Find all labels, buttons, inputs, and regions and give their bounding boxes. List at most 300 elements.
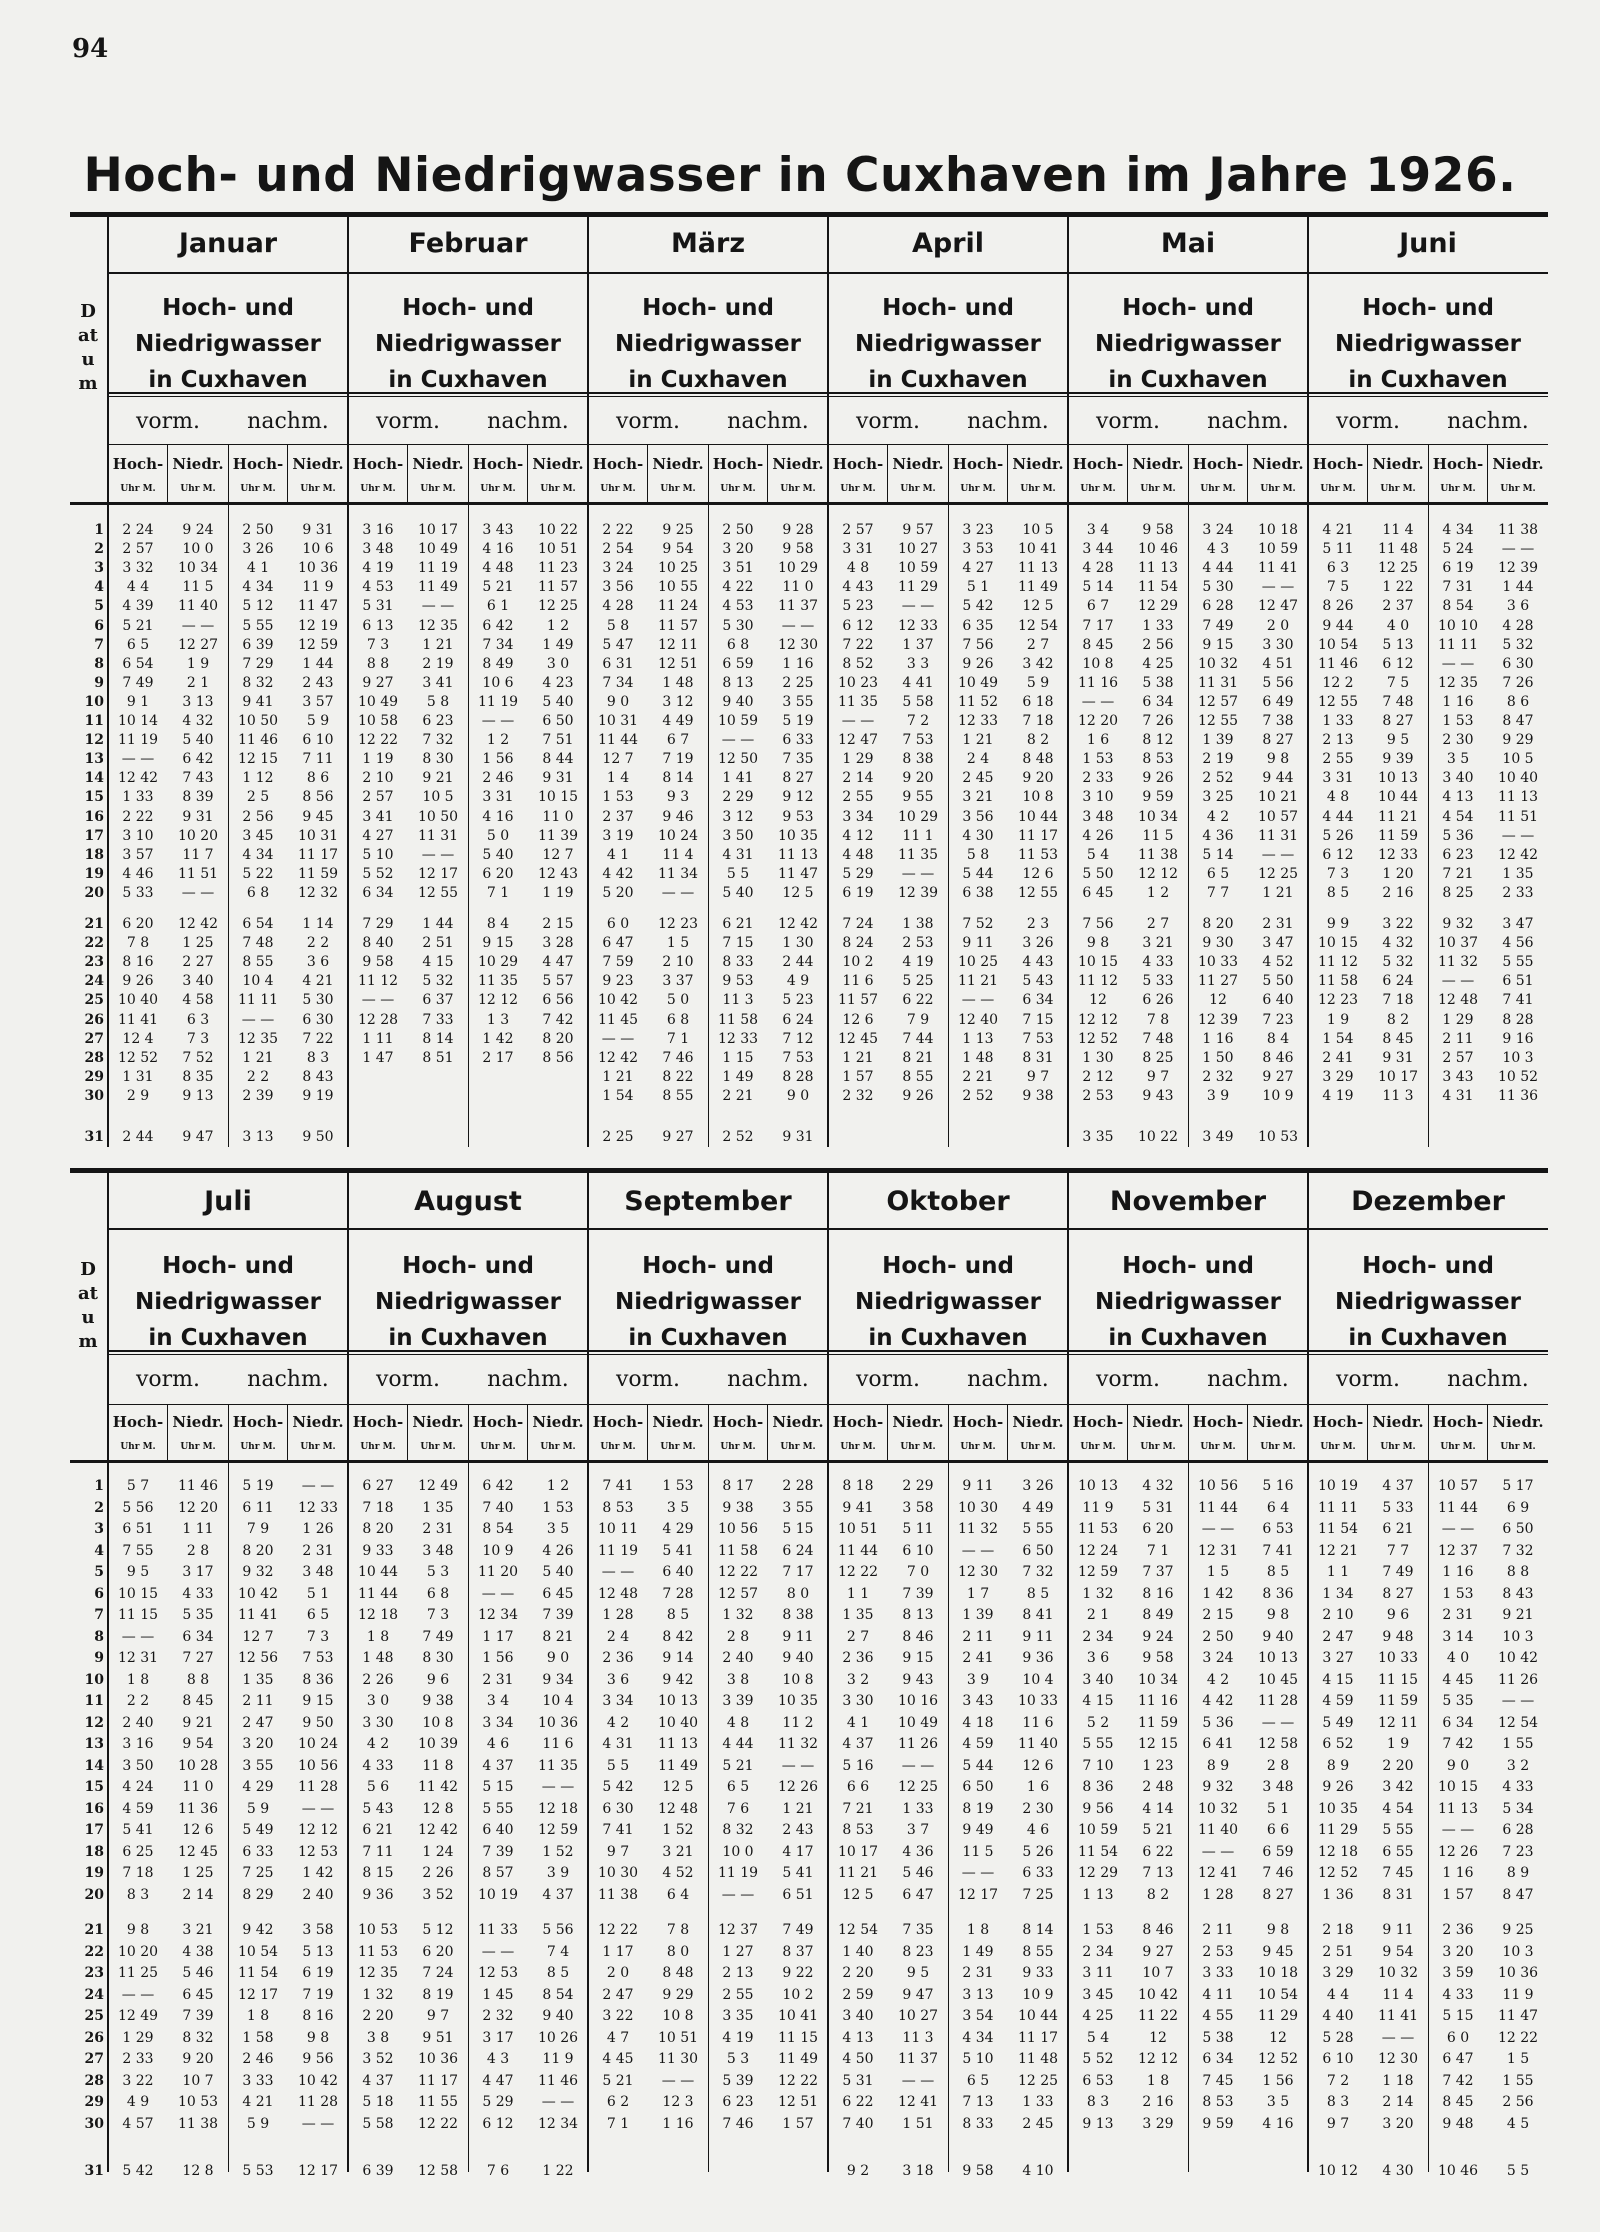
hoch-time-cell: 7 52	[962, 916, 994, 932]
niedr-time-cell: 1 26	[302, 1521, 334, 1537]
niedr-time-cell: 3 55	[782, 1499, 814, 1516]
hoch-column-head: Hoch-	[952, 1413, 1004, 1431]
unit-label: Uhr M.	[1260, 484, 1296, 494]
niedr-time-cell: 11 40	[177, 598, 219, 615]
heading-line: Hoch- und	[162, 1253, 294, 1279]
niedr-time-cell: 11 49	[417, 579, 459, 596]
niedr-column-head: Niedr.	[1492, 455, 1544, 473]
hoch-time-cell: 2 36	[1442, 1922, 1474, 1938]
niedr-column-head: Niedr.	[892, 1413, 944, 1431]
niedr-time-cell: 10 26	[537, 2029, 579, 2046]
niedr-time-cell: 8 8	[1506, 1564, 1530, 1580]
unit-label: Uhr M.	[780, 1442, 816, 1452]
niedr-time-cell: 6 24	[782, 1011, 814, 1028]
hoch-time-cell: 9 41	[842, 1499, 874, 1516]
niedr-time-cell: 2 43	[782, 1822, 814, 1838]
niedr-time-cell: — —	[661, 884, 695, 901]
niedr-time-cell: 3 0	[546, 655, 570, 672]
niedr-time-cell: 1 14	[302, 916, 334, 932]
niedr-time-cell: — —	[301, 1478, 335, 1494]
hoch-time-cell: 2 34	[1082, 1628, 1114, 1645]
niedr-time-cell: 9 7	[1026, 1068, 1050, 1085]
hoch-time-cell: 12 37	[717, 1922, 759, 1938]
nachm-label: nachm.	[727, 1367, 809, 1392]
niedr-time-cell: 2 15	[542, 916, 574, 932]
heading-line: in Cuxhaven	[1108, 1325, 1268, 1351]
hoch-time-cell: 5 26	[1322, 827, 1354, 844]
day-number: 23	[84, 1965, 104, 1981]
niedr-time-cell: 10 36	[1497, 1965, 1539, 1981]
hoch-time-cell: 9 15	[482, 935, 514, 952]
hoch-time-cell: — —	[841, 713, 875, 729]
niedr-time-cell: 6 8	[666, 1011, 690, 1028]
niedr-time-cell: 7 15	[1022, 1011, 1054, 1028]
hoch-time-cell: 7 1	[606, 2115, 630, 2132]
niedr-time-cell: 11 41	[1377, 2008, 1419, 2024]
hoch-time-cell: 7 45	[1202, 2072, 1234, 2089]
niedr-time-cell: 5 1	[1266, 1800, 1290, 1817]
niedr-time-cell: 7 46	[1262, 1865, 1294, 1881]
hoch-time-cell: 5 30	[1202, 579, 1234, 596]
hoch-time-cell: 1 35	[842, 1607, 874, 1623]
hoch-time-cell: 4 13	[1442, 789, 1474, 806]
niedr-time-cell: 12 18	[537, 1800, 579, 1817]
hoch-time-cell: 3 19	[602, 827, 634, 844]
hoch-time-cell: 8 57	[482, 1865, 514, 1881]
hoch-niedrig-heading	[588, 290, 828, 398]
hoch-time-cell: 10 4	[242, 973, 274, 990]
niedr-time-cell: 4 33	[1502, 1779, 1534, 1795]
hoch-time-cell: 5 49	[242, 1822, 274, 1838]
niedr-time-cell: 9 45	[302, 808, 334, 825]
heading-line: in Cuxhaven	[388, 1325, 548, 1351]
unit-label: Uhr M.	[1500, 1442, 1536, 1452]
niedr-time-cell: 9 27	[1262, 1068, 1294, 1085]
niedr-time-cell: 6 45	[182, 1986, 214, 2003]
niedr-column-head: Niedr.	[1252, 1413, 1304, 1431]
niedr-time-cell: — —	[541, 1779, 575, 1795]
niedr-time-cell: 10 8	[1022, 789, 1054, 806]
niedr-time-cell: — —	[901, 598, 935, 615]
niedr-time-cell: 10 8	[662, 2008, 694, 2024]
hoch-time-cell: 12 22	[597, 1922, 639, 1938]
hoch-time-cell: 2 44	[122, 1129, 154, 1145]
sub-column-divider	[1367, 1404, 1368, 1460]
hoch-time-cell: 1 45	[482, 1986, 514, 2003]
niedr-time-cell: 1 2	[1146, 884, 1170, 901]
hoch-niedrig-heading	[1308, 290, 1548, 398]
hoch-time-cell: 4 59	[122, 1800, 154, 1817]
niedr-time-cell: 10 8	[782, 1671, 814, 1688]
niedr-time-cell: 9 47	[182, 1129, 214, 1145]
heading-line: in Cuxhaven	[1348, 1325, 1508, 1351]
hoch-time-cell: 1 19	[362, 751, 394, 768]
unit-label: Uhr M.	[900, 484, 936, 494]
niedr-time-cell: 6 28	[1502, 1822, 1534, 1838]
niedr-time-cell: 10 24	[297, 1736, 339, 1752]
niedr-time-cell: 11 29	[1257, 2008, 1299, 2024]
hoch-time-cell: 9 0	[606, 693, 630, 710]
hoch-time-cell: 7 39	[482, 1843, 514, 1860]
niedr-time-cell: 2 51	[422, 935, 454, 952]
nachm-label: nachm.	[1207, 409, 1289, 434]
hoch-time-cell: 6 45	[1082, 884, 1114, 901]
niedr-time-cell: 6 33	[782, 732, 814, 749]
niedr-time-cell: 12 41	[897, 2094, 939, 2110]
heading-line: Hoch- und	[882, 295, 1014, 321]
hoch-column-head: Hoch-	[592, 1413, 644, 1431]
hoch-time-cell: 12 22	[837, 1564, 879, 1580]
vorm-label: vorm.	[375, 1367, 441, 1392]
niedr-time-cell: 12 12	[1137, 865, 1179, 882]
day-number: 17	[84, 827, 104, 844]
niedr-time-cell: 6 34	[182, 1628, 214, 1645]
hoch-time-cell: 2 50	[242, 522, 274, 538]
sub-column-divider	[767, 444, 768, 502]
day-number: 27	[84, 2051, 104, 2067]
niedr-time-cell: 6 22	[902, 992, 934, 1009]
hoch-time-cell: 10 44	[357, 1564, 399, 1580]
niedr-time-cell: 10 40	[657, 1714, 699, 1731]
hoch-time-cell: 12 22	[717, 1564, 759, 1580]
nachm-label: nachm.	[247, 409, 329, 434]
hoch-time-cell: 7 25	[242, 1865, 274, 1881]
hoch-time-cell: 5 15	[1442, 2008, 1474, 2024]
hoch-time-cell: 10 51	[837, 1521, 879, 1537]
niedr-time-cell: 10 31	[297, 827, 339, 844]
hoch-time-cell: 10 0	[722, 1843, 754, 1860]
niedr-time-cell: 8 5	[1266, 1564, 1290, 1580]
niedr-time-cell: 9 12	[782, 789, 814, 806]
niedr-time-cell: 8 3	[306, 1049, 330, 1066]
niedr-time-cell: 9 5	[1386, 732, 1410, 749]
niedr-time-cell: 9 13	[182, 1087, 214, 1104]
hoch-time-cell: 11 12	[357, 973, 399, 990]
hoch-time-cell: 8 15	[362, 1865, 394, 1881]
hoch-time-cell: 2 40	[122, 1714, 154, 1731]
niedr-time-cell: 4 32	[182, 713, 214, 729]
hoch-time-cell: 7 5	[1326, 579, 1350, 596]
niedr-time-cell: 10 34	[1137, 808, 1179, 825]
hoch-time-cell: 5 36	[1442, 827, 1474, 844]
hoch-time-cell: 11 40	[1197, 1822, 1239, 1838]
niedr-time-cell: 9 24	[1142, 1628, 1174, 1645]
hoch-time-cell: 4 34	[962, 2029, 994, 2046]
niedr-time-cell: 5 55	[1502, 954, 1534, 971]
hoch-time-cell: 7 10	[1082, 1757, 1114, 1774]
hoch-time-cell: 12 34	[477, 1607, 519, 1623]
niedr-time-cell: 8 19	[422, 1986, 454, 2003]
hoch-time-cell: 8 55	[242, 954, 274, 971]
hoch-time-cell: 2 54	[602, 541, 634, 558]
hoch-time-cell: 4 27	[362, 827, 394, 844]
hoch-time-cell: 7 9	[246, 1521, 270, 1537]
niedr-time-cell: 6 8	[426, 1585, 450, 1602]
sub-column-divider	[167, 1404, 168, 1460]
sub-column-divider	[1127, 1404, 1128, 1460]
niedr-time-cell: 10 56	[297, 1757, 339, 1774]
hoch-time-cell: 10 32	[1197, 1800, 1239, 1817]
hoch-time-cell: 3 34	[842, 808, 874, 825]
niedr-time-cell: 8 8	[186, 1671, 210, 1688]
hoch-time-cell: 6 40	[482, 1822, 514, 1838]
hoch-time-cell: 10 46	[1437, 2163, 1479, 2179]
niedr-time-cell: 1 22	[542, 2163, 574, 2179]
day-number: 10	[84, 1671, 104, 1688]
niedr-time-cell: 9 43	[902, 1671, 934, 1688]
niedr-time-cell: 7 53	[302, 1650, 334, 1666]
unit-label: Uhr M.	[1200, 1442, 1236, 1452]
hoch-time-cell: 10 53	[357, 1922, 399, 1938]
hoch-time-cell: 2 33	[1082, 770, 1114, 787]
hoch-time-cell: 2 46	[242, 2051, 274, 2067]
niedr-time-cell: 8 27	[1262, 732, 1294, 749]
hoch-time-cell: 5 15	[482, 1779, 514, 1795]
hoch-time-cell: 6 39	[362, 2163, 394, 2179]
hoch-time-cell: 2 40	[722, 1650, 754, 1666]
niedr-time-cell: — —	[781, 1757, 815, 1774]
hoch-time-cell: 2 55	[842, 789, 874, 806]
niedr-time-cell: 11 41	[1257, 560, 1299, 577]
day-number: 2	[94, 1499, 104, 1516]
niedr-time-cell: 1 9	[186, 655, 210, 672]
hoch-time-cell: 3 33	[242, 2072, 274, 2089]
hoch-time-cell: 6 20	[482, 865, 514, 882]
niedr-time-cell: 5 0	[666, 992, 690, 1009]
niedr-time-cell: 2 30	[1022, 1800, 1054, 1817]
niedr-time-cell: 10 27	[897, 2008, 939, 2024]
niedr-time-cell: 10 54	[1257, 1986, 1299, 2003]
niedr-time-cell: 3 47	[1262, 935, 1294, 952]
hoch-time-cell: 3 54	[962, 2008, 994, 2024]
hoch-time-cell: 9 13	[1082, 2115, 1114, 2132]
niedr-time-cell: — —	[1261, 846, 1295, 863]
hoch-time-cell: 4 8	[1326, 789, 1350, 806]
hoch-time-cell: 11 57	[837, 992, 879, 1009]
niedr-column-head: Niedr.	[892, 455, 944, 473]
niedr-time-cell: 8 21	[542, 1628, 574, 1645]
niedr-time-cell: 9 26	[1142, 770, 1174, 787]
niedr-time-cell: 2 14	[182, 1886, 214, 1903]
niedr-time-cell: 8 55	[902, 1068, 934, 1085]
vorm-label: vorm.	[135, 1367, 201, 1392]
hoch-time-cell: 1 34	[1322, 1585, 1354, 1602]
niedr-time-cell: 5 25	[902, 973, 934, 990]
hoch-time-cell: — —	[121, 1628, 155, 1645]
niedr-time-cell: 10 59	[1257, 541, 1299, 558]
niedr-time-cell: 11 38	[1137, 846, 1179, 863]
hoch-time-cell: 5 44	[962, 865, 994, 882]
niedr-time-cell: 10 29	[897, 808, 939, 825]
hoch-time-cell: 3 27	[1322, 1650, 1354, 1666]
unit-label: Uhr M.	[240, 1442, 276, 1452]
hoch-time-cell: 2 10	[362, 770, 394, 787]
niedr-time-cell: 11 28	[297, 2094, 339, 2110]
heading-line: Niedrigwasser	[855, 331, 1041, 357]
hoch-time-cell: 9 36	[362, 1886, 394, 1903]
niedr-time-cell: 7 44	[902, 1030, 934, 1047]
hoch-time-cell: 5 52	[362, 865, 394, 882]
hoch-niedrig-heading	[1308, 1248, 1548, 1356]
hoch-time-cell: 2 24	[122, 522, 154, 538]
hoch-time-cell: 1 33	[122, 789, 154, 806]
niedr-time-cell: 10 4	[1022, 1671, 1054, 1688]
hoch-time-cell: 4 0	[1446, 1650, 1470, 1666]
hoch-time-cell: — —	[721, 1886, 755, 1903]
niedr-time-cell: 12 12	[297, 1822, 339, 1838]
niedr-time-cell: 1 51	[902, 2115, 934, 2132]
heading-line: Hoch- und	[642, 1253, 774, 1279]
hoch-time-cell: 11 19	[597, 1542, 639, 1559]
hoch-time-cell: 7 34	[482, 636, 514, 653]
niedr-time-cell: 10 6	[302, 541, 334, 558]
hoch-time-cell: — —	[481, 713, 515, 729]
hoch-time-cell: 11 21	[957, 973, 999, 990]
heading-line: Hoch- und	[402, 295, 534, 321]
niedr-time-cell: 2 33	[1502, 884, 1534, 901]
month-name: Dezember	[1351, 1186, 1505, 1217]
nachm-label: nachm.	[487, 1367, 569, 1392]
hoch-time-cell: — —	[1441, 1822, 1475, 1838]
niedr-time-cell: 6 9	[1506, 1499, 1530, 1516]
unit-label: Uhr M.	[360, 484, 396, 494]
niedr-time-cell: 3 42	[1022, 655, 1054, 672]
niedr-time-cell: 12 55	[1017, 884, 1059, 901]
niedr-time-cell: 1 25	[182, 1865, 214, 1881]
hoch-time-cell: 2 31	[1442, 1607, 1474, 1623]
unit-label: Uhr M.	[1020, 484, 1056, 494]
niedr-time-cell: 4 41	[902, 674, 934, 691]
hoch-time-cell: 3 23	[962, 522, 994, 538]
niedr-time-cell: — —	[1261, 1714, 1295, 1731]
hoch-time-cell: 5 42	[602, 1779, 634, 1795]
niedr-time-cell: 9 50	[302, 1714, 334, 1731]
unit-label: Uhr M.	[1380, 484, 1416, 494]
niedr-time-cell: — —	[1501, 541, 1535, 558]
niedr-time-cell: 5 32	[1502, 636, 1534, 653]
vorm-label: vorm.	[615, 409, 681, 434]
tide-table-jul-dec	[70, 1160, 1548, 2180]
niedr-time-cell: 9 21	[1502, 1607, 1534, 1623]
hoch-time-cell: 4 31	[602, 1736, 634, 1752]
hoch-time-cell: 9 8	[126, 1922, 150, 1938]
niedr-time-cell: 9 20	[902, 770, 934, 787]
hoch-time-cell: 11 44	[1197, 1499, 1239, 1516]
unit-label: Uhr M.	[720, 484, 756, 494]
hoch-time-cell: 4 19	[722, 2029, 754, 2046]
niedr-time-cell: 6 50	[1022, 1542, 1054, 1559]
hoch-time-cell: 5 47	[602, 636, 634, 653]
niedr-time-cell: 5 46	[182, 1965, 214, 1981]
month-name: August	[414, 1186, 522, 1217]
niedr-time-cell: 7 52	[182, 1049, 214, 1066]
niedr-time-cell: 10 59	[897, 560, 939, 577]
niedr-time-cell: 8 47	[1502, 1886, 1534, 1903]
niedr-time-cell: 7 33	[422, 1011, 454, 1028]
niedr-time-cell: 11 47	[1497, 2008, 1539, 2024]
niedr-time-cell: 4 38	[182, 1943, 214, 1960]
hoch-time-cell: 6 5	[1206, 865, 1230, 882]
hoch-time-cell: 4 33	[1442, 1986, 1474, 2003]
hoch-time-cell: 6 0	[606, 916, 630, 932]
hoch-time-cell: 3 13	[242, 1129, 274, 1145]
niedr-time-cell: 12 47	[1257, 598, 1299, 615]
niedr-time-cell: 3 21	[1142, 935, 1174, 952]
hoch-time-cell: 2 47	[602, 1986, 634, 2003]
niedr-time-cell: 12	[1149, 2029, 1167, 2046]
niedr-time-cell: 7 8	[1146, 1011, 1170, 1028]
hoch-time-cell: 4 22	[722, 579, 754, 596]
niedr-time-cell: 4 49	[1022, 1499, 1054, 1516]
hoch-time-cell: — —	[721, 732, 755, 749]
hoch-time-cell: 6 6	[846, 1779, 870, 1795]
hoch-time-cell: 5 21	[602, 2072, 634, 2089]
hoch-time-cell: 4 45	[1442, 1671, 1474, 1688]
hoch-time-cell: 2 14	[842, 770, 874, 787]
niedr-time-cell: 3 58	[302, 1922, 334, 1938]
niedr-time-cell: 12 42	[417, 1822, 459, 1838]
niedr-time-cell: 1 48	[662, 674, 694, 691]
hoch-time-cell: — —	[1081, 693, 1115, 710]
hoch-time-cell: 4 11	[1202, 1986, 1234, 2003]
niedr-time-cell: 4 0	[1386, 617, 1410, 634]
hoch-time-cell: 6 8	[726, 636, 750, 653]
niedr-time-cell: 10 44	[1017, 808, 1059, 825]
hoch-time-cell: 5 44	[962, 1757, 994, 1774]
month-name: Juli	[204, 1186, 252, 1217]
heading-line: Hoch- und	[162, 295, 294, 321]
niedr-time-cell: 10 17	[417, 522, 459, 538]
hoch-time-cell: 9 9	[1326, 916, 1350, 932]
hoch-time-cell: 10 15	[1437, 1779, 1479, 1795]
niedr-time-cell: 12 51	[777, 2094, 819, 2110]
niedr-time-cell: 5 41	[782, 1865, 814, 1881]
niedr-time-cell: — —	[781, 617, 815, 634]
niedr-time-cell: 11 7	[182, 846, 214, 863]
niedr-time-cell: 12 54	[1497, 1714, 1539, 1731]
niedr-time-cell: 8 30	[422, 751, 454, 768]
hoch-time-cell: 11 58	[1317, 973, 1359, 990]
heading-line: Hoch- und	[1122, 1253, 1254, 1279]
hoch-time-cell: 1 36	[1322, 1886, 1354, 1903]
niedr-column-head: Niedr.	[412, 455, 464, 473]
niedr-time-cell: 8 49	[1142, 1607, 1174, 1623]
niedr-time-cell: 11 49	[657, 1757, 699, 1774]
niedr-time-cell: 3 20	[1382, 2115, 1414, 2132]
hoch-time-cell: 2 56	[242, 808, 274, 825]
hoch-time-cell: 5 14	[1202, 846, 1234, 863]
hoch-time-cell: 3 16	[122, 1736, 154, 1752]
niedr-time-cell: 11 35	[897, 846, 939, 863]
hoch-time-cell: 12 48	[1437, 992, 1479, 1009]
hoch-time-cell: 3 44	[1082, 541, 1114, 558]
hoch-time-cell: 1 28	[602, 1607, 634, 1623]
niedr-time-cell: 10 7	[1142, 1965, 1174, 1981]
niedr-time-cell: 11 4	[662, 846, 694, 863]
niedr-time-cell: 8 36	[1262, 1585, 1294, 1602]
hoch-time-cell: 12 55	[1317, 693, 1359, 710]
niedr-column-head: Niedr.	[1012, 1413, 1064, 1431]
heading-line: in Cuxhaven	[1348, 367, 1508, 393]
hoch-time-cell: 8 19	[962, 1800, 994, 1817]
niedr-time-cell: 10 49	[417, 541, 459, 558]
hoch-time-cell: 4 6	[486, 1736, 510, 1752]
niedr-time-cell: 3 22	[1382, 916, 1414, 932]
heading-line: in Cuxhaven	[148, 1325, 308, 1351]
hoch-time-cell: 1 17	[602, 1943, 634, 1960]
niedr-time-cell: 2 16	[1142, 2094, 1174, 2110]
hoch-time-cell: 5 5	[726, 865, 750, 882]
